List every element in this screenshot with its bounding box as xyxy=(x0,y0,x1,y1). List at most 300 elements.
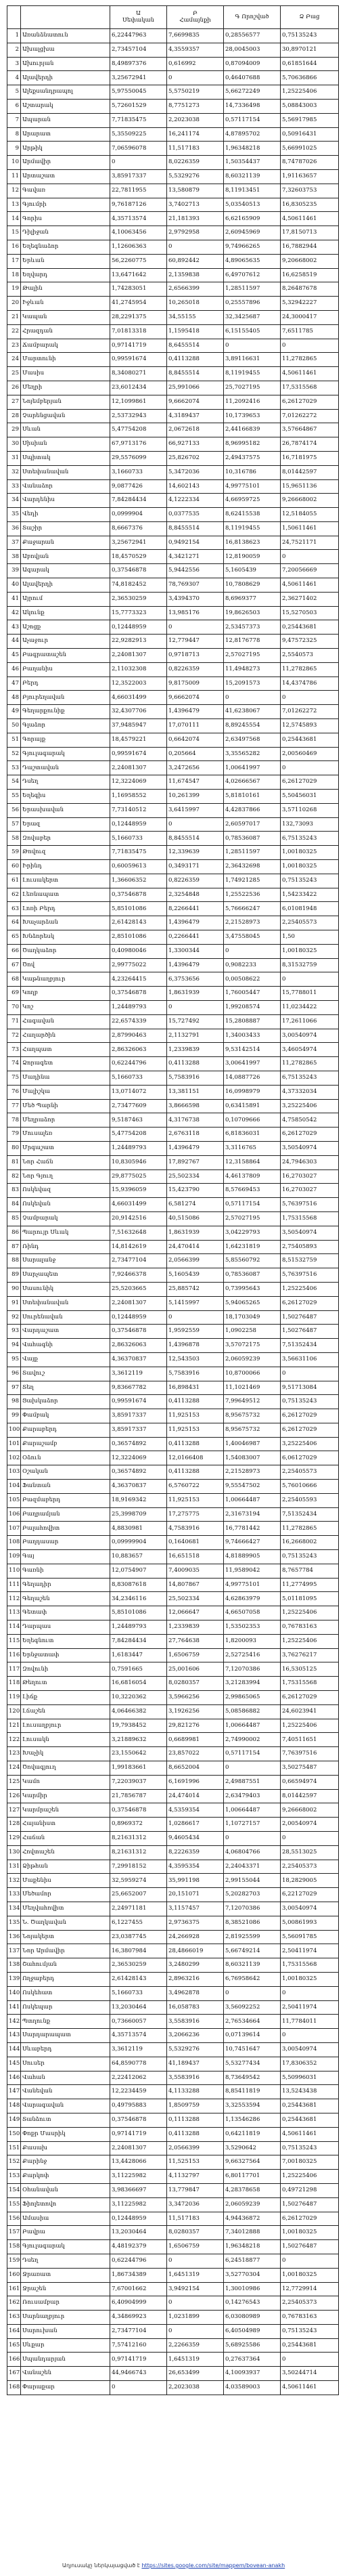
row-number: 12 xyxy=(7,184,21,198)
row-value: 6,26127029 xyxy=(281,1296,339,1310)
row-number: 152 xyxy=(7,2155,21,2170)
row-value: 0,66594974 xyxy=(281,1775,339,1789)
row-value: 6,26127029 xyxy=(281,2212,339,2226)
table-row xyxy=(7,2367,339,2381)
row-value: 0,62244796 xyxy=(110,2254,167,2268)
row-number: 31 xyxy=(7,451,21,465)
row-name: Խաչիկ xyxy=(21,1747,110,1761)
row-value: 2,24081307 xyxy=(110,649,167,663)
row-number: 168 xyxy=(7,2381,21,2395)
row-value: 4,75850542 xyxy=(281,1113,339,1128)
header-cell: Բ Համայնքի xyxy=(167,6,224,29)
row-number: 20 xyxy=(7,297,21,311)
row-name: Մեծամոր xyxy=(21,1888,110,1902)
row-name: Երևան xyxy=(21,254,110,268)
row-value: 3,6415997 xyxy=(167,803,224,817)
table-row xyxy=(7,1000,339,1014)
row-number: 52 xyxy=(7,747,21,761)
row-name: Իջևան xyxy=(21,297,110,311)
row-value: 0,1640681 xyxy=(167,1536,224,1550)
row-name: Հրազդան xyxy=(21,324,110,339)
row-value: 12,1099861 xyxy=(110,395,167,409)
row-number: 128 xyxy=(7,1818,21,1832)
row-name: Մասիս xyxy=(21,367,110,381)
row-number: 144 xyxy=(7,2042,21,2057)
row-name: Նոր Հաճն xyxy=(21,1155,110,1169)
row-value: 5,85101086 xyxy=(110,1606,167,1620)
row-name: Չամբարակ xyxy=(21,1211,110,1226)
table-row xyxy=(7,550,339,564)
row-value: 4,06804766 xyxy=(224,1845,281,1860)
row-value: 0,75135243 xyxy=(281,1550,339,1564)
table-row xyxy=(7,184,339,198)
row-name: Բազմաբերդ xyxy=(21,1493,110,1507)
row-value: 0,62244796 xyxy=(110,1057,167,1071)
row-name: Ճամբարակ xyxy=(21,339,110,353)
row-number: 39 xyxy=(7,564,21,578)
row-number: 70 xyxy=(7,1000,21,1014)
table-row xyxy=(7,1014,339,1029)
table-row xyxy=(7,2226,339,2240)
row-value: 11,525153 xyxy=(167,2155,224,2170)
row-value: 30,8970121 xyxy=(281,43,339,57)
row-value: 0,57117154 xyxy=(224,1747,281,1761)
row-name: Առանձնատուն xyxy=(21,29,110,43)
row-value: 0 xyxy=(167,2254,224,2268)
row-value: 15,727492 xyxy=(167,1014,224,1029)
row-value: 6,1227455 xyxy=(110,1916,167,1930)
row-name: Եղեգիս xyxy=(21,790,110,804)
row-name: Հագավան xyxy=(21,1014,110,1029)
table-row xyxy=(7,339,339,353)
row-name: Կապան xyxy=(21,310,110,324)
table-row xyxy=(7,817,339,832)
row-value: 2,06059239 xyxy=(224,2197,281,2212)
table-row xyxy=(7,1141,339,1155)
row-value: 1,25225406 xyxy=(281,1282,339,1296)
row-value: 5,00861993 xyxy=(281,1916,339,1930)
table-row xyxy=(7,71,339,85)
table-row xyxy=(7,1733,339,1747)
row-value: 3,89116631 xyxy=(224,353,281,367)
row-value: 6,76958642 xyxy=(224,1972,281,1986)
table-row xyxy=(7,29,339,43)
row-number: 49 xyxy=(7,705,21,719)
row-value: 5,7583916 xyxy=(167,1071,224,1085)
row-value: 1,13546286 xyxy=(224,2113,281,2127)
table-row xyxy=(7,1958,339,1973)
row-value: 2,52725416 xyxy=(224,1648,281,1662)
row-value: 2,25405573 xyxy=(281,1465,339,1480)
row-value: 2,86326063 xyxy=(110,1339,167,1353)
row-name: Հայանիստ xyxy=(21,1818,110,1832)
row-name: Գառնի xyxy=(21,1564,110,1578)
row-name: Պարույր Սևակ xyxy=(21,1226,110,1240)
table-row xyxy=(7,1507,339,1522)
row-value: 11,2774995 xyxy=(281,1578,339,1592)
row-value: 8,21631312 xyxy=(110,1832,167,1846)
row-value: 0,75135243 xyxy=(281,874,339,888)
row-value: 0,46407688 xyxy=(224,71,281,85)
row-value: 8,89245554 xyxy=(224,719,281,733)
table-row xyxy=(7,508,339,522)
row-name: Սարչապետ xyxy=(21,1268,110,1283)
row-value: 0,3493171 xyxy=(167,860,224,874)
row-value: 18,2829005 xyxy=(281,1874,339,1888)
row-value: 3,57110268 xyxy=(281,803,339,817)
row-value: 5,53277434 xyxy=(224,2057,281,2071)
row-value: 2,00560469 xyxy=(281,747,339,761)
row-value: 4,48192379 xyxy=(110,2240,167,2254)
row-value: 3,76276217 xyxy=(281,1648,339,1662)
row-name: Սասունիկ xyxy=(21,1282,110,1296)
row-value: 8,01442597 xyxy=(281,1789,339,1803)
row-number: 91 xyxy=(7,1296,21,1310)
row-name: Ոսկեհատ xyxy=(21,1986,110,2000)
row-number: 62 xyxy=(7,888,21,902)
row-value: 22,7811955 xyxy=(110,184,167,198)
row-value: 3,1926256 xyxy=(167,1704,224,1719)
row-value: 3,9492154 xyxy=(167,2282,224,2296)
row-value: 0,25443681 xyxy=(281,2099,339,2113)
row-name: Սպիտակ xyxy=(21,451,110,465)
row-value: 6,1691996 xyxy=(167,1775,224,1789)
row-value: 23,0387745 xyxy=(110,1930,167,1944)
header-cell: Ձ Բաց xyxy=(281,6,339,29)
row-value: 0,25443681 xyxy=(281,733,339,747)
row-value: 2,6566399 xyxy=(167,282,224,297)
row-value: 18,4570529 xyxy=(110,550,167,564)
row-value: 2,74990002 xyxy=(224,1733,281,1747)
table-row xyxy=(7,662,339,677)
row-value: 0 xyxy=(281,2029,339,2043)
row-name: Երասխավան xyxy=(21,803,110,817)
row-value: 0,99591674 xyxy=(110,1395,167,1409)
row-value: 5,66749214 xyxy=(224,1944,281,1958)
row-name: Լոռի Բերդ xyxy=(21,902,110,916)
row-value: 2,31673194 xyxy=(224,1507,281,1522)
row-value: 7,73140512 xyxy=(110,803,167,817)
row-number: 11 xyxy=(7,169,21,184)
row-value: 4,66507058 xyxy=(224,1606,281,1620)
table-row xyxy=(7,1719,339,1733)
row-number: 141 xyxy=(7,2000,21,2015)
table-row xyxy=(7,2183,339,2197)
row-value: 13,2030464 xyxy=(110,2226,167,2240)
row-value: 7,51632648 xyxy=(110,1226,167,1240)
row-value: 4,3595354 xyxy=(167,1860,224,1874)
row-value: 1,24489793 xyxy=(110,1000,167,1014)
table-row xyxy=(7,944,339,958)
row-value: 2,49437575 xyxy=(224,451,281,465)
row-value: 11,2782865 xyxy=(281,1057,339,1071)
row-value: 8,2266441 xyxy=(167,902,224,916)
row-name: Վանեվան xyxy=(21,2085,110,2099)
row-number: 117 xyxy=(7,1662,21,1677)
row-value: 0,37546878 xyxy=(110,1325,167,1339)
row-value: 4,50611461 xyxy=(281,212,339,226)
row-number: 37 xyxy=(7,536,21,550)
row-value: 9,8175009 xyxy=(167,677,224,691)
row-value: 15,5270503 xyxy=(281,606,339,620)
row-value: 0,4113288 xyxy=(167,1395,224,1409)
row-value: 16,6258519 xyxy=(281,268,339,282)
table-row xyxy=(7,620,339,635)
row-value: 0 xyxy=(224,944,281,958)
table-row xyxy=(7,761,339,775)
row-value: 1,1595418 xyxy=(167,324,224,339)
table-row xyxy=(7,902,339,916)
row-value: 15,9396059 xyxy=(110,1184,167,1198)
row-number: 3 xyxy=(7,57,21,71)
row-number: 67 xyxy=(7,958,21,972)
row-number: 113 xyxy=(7,1606,21,1620)
row-value: 1,12606363 xyxy=(110,240,167,254)
row-value: 25,5203665 xyxy=(110,1282,167,1296)
table-row xyxy=(7,1057,339,1071)
row-value: 0 xyxy=(167,240,224,254)
row-value: 0,57117154 xyxy=(224,113,281,127)
row-value: 1,00180325 xyxy=(281,2268,339,2282)
row-value: 41,6238067 xyxy=(224,705,281,719)
row-number: 151 xyxy=(7,2141,21,2155)
row-value: 35,991198 xyxy=(167,1874,224,1888)
row-value: 0 xyxy=(167,2324,224,2338)
row-value: 3,25225406 xyxy=(281,1099,339,1113)
row-value: 0 xyxy=(167,817,224,832)
row-name: Գորիս xyxy=(21,212,110,226)
row-value: 9,83667782 xyxy=(110,1381,167,1395)
row-number: 142 xyxy=(7,2015,21,2029)
row-value: 13,381151 xyxy=(167,1085,224,1099)
row-value: 64,8590778 xyxy=(110,2057,167,2071)
table-row xyxy=(7,2381,339,2395)
row-value: 4,03589003 xyxy=(224,2381,281,2395)
table-row xyxy=(7,1691,339,1705)
row-value: 5,20282703 xyxy=(224,1888,281,1902)
row-value: 5,3472036 xyxy=(167,465,224,479)
row-value: 1,74921285 xyxy=(224,874,281,888)
row-name: Թովուզ xyxy=(21,846,110,860)
row-name: Տեղ xyxy=(21,1381,110,1395)
row-name: Երազ xyxy=(21,817,110,832)
row-value: 1,00180325 xyxy=(281,860,339,874)
row-value: 0,49795883 xyxy=(110,2099,167,2113)
row-number: 165 xyxy=(7,2338,21,2353)
row-value: 2,63497568 xyxy=(224,733,281,747)
table-row xyxy=(7,2311,339,2325)
row-value: 0,64211819 xyxy=(224,2127,281,2141)
row-value: 2,24081307 xyxy=(110,2141,167,2155)
row-value: 9,5187463 xyxy=(110,1113,167,1128)
row-value: 9,20668002 xyxy=(281,254,339,268)
table-row xyxy=(7,803,339,817)
row-value: 7,34012888 xyxy=(224,2226,281,2240)
row-number: 164 xyxy=(7,2324,21,2338)
table-row xyxy=(7,437,339,452)
row-value: 29,821276 xyxy=(167,1719,224,1733)
row-value: 4,89065635 xyxy=(224,254,281,268)
row-value: 13,6471642 xyxy=(110,268,167,282)
row-value: 5,66991025 xyxy=(281,142,339,156)
row-number: 43 xyxy=(7,620,21,635)
row-name: Քարաբերդ xyxy=(21,1423,110,1437)
table-row xyxy=(7,2212,339,2226)
row-value: 0,87094009 xyxy=(224,57,281,71)
table-row xyxy=(7,733,339,747)
table-row xyxy=(7,930,339,945)
row-value: 0,78536087 xyxy=(224,832,281,846)
row-value: 8,95675732 xyxy=(224,1409,281,1423)
row-value: 10,3220362 xyxy=(110,1691,167,1705)
row-name: Մեղրի xyxy=(21,381,110,395)
row-name: Վարագավան xyxy=(21,2099,110,2113)
row-value: 23,857022 xyxy=(167,1747,224,1761)
row-name: Հաղպատ xyxy=(21,1043,110,1057)
header-cell xyxy=(21,6,110,29)
row-name: Աբովյան xyxy=(21,550,110,564)
row-name: Օշական xyxy=(21,1465,110,1480)
row-value: 2,24043371 xyxy=(224,1860,281,1874)
row-value: 8,7657784 xyxy=(281,1564,339,1578)
row-value: 0 xyxy=(110,2381,167,2395)
row-value: 7,92466378 xyxy=(110,1268,167,1283)
row-value: 4,34869923 xyxy=(110,2311,167,2325)
row-value: 2,24971181 xyxy=(110,1902,167,1916)
row-number: 105 xyxy=(7,1493,21,1507)
row-value: 0 xyxy=(281,1832,339,1846)
table-row xyxy=(7,1071,339,1085)
row-name: Սարուխան xyxy=(21,2324,110,2338)
row-number: 66 xyxy=(7,944,21,958)
row-value: 0,97141719 xyxy=(110,339,167,353)
row-value: 3,25672941 xyxy=(110,71,167,85)
row-number: 63 xyxy=(7,902,21,916)
row-name: Գեղարքունիք xyxy=(21,705,110,719)
row-value: 1,6183447 xyxy=(110,1648,167,1662)
row-value: 32,4307706 xyxy=(110,705,167,719)
row-value: 25,826702 xyxy=(167,451,224,465)
row-number: 41 xyxy=(7,592,21,606)
row-value: 1,91163657 xyxy=(281,169,339,184)
row-value: 2,75405893 xyxy=(281,1240,339,1254)
row-name: Սևաբերդ xyxy=(21,2042,110,2057)
row-value: 3,2472656 xyxy=(167,761,224,775)
row-value: 3,50540974 xyxy=(281,1226,339,1240)
row-value: 0 xyxy=(167,1310,224,1325)
row-name: Գեղաշեն xyxy=(21,1592,110,1606)
row-name: Հաճան xyxy=(21,1832,110,1846)
table-row xyxy=(7,592,339,606)
row-value: 4,50611461 xyxy=(281,367,339,381)
row-number: 22 xyxy=(7,324,21,339)
row-number: 96 xyxy=(7,1367,21,1381)
row-number: 65 xyxy=(7,930,21,945)
row-value: 0,37546878 xyxy=(110,888,167,902)
row-value: 5,72601529 xyxy=(110,99,167,113)
row-value: 12,3522003 xyxy=(110,677,167,691)
row-value: 8,38521086 xyxy=(224,1916,281,1930)
row-value: 5,66272249 xyxy=(224,85,281,100)
row-value: 17,275775 xyxy=(167,1507,224,1522)
row-number: 102 xyxy=(7,1451,21,1465)
row-number: 97 xyxy=(7,1381,21,1395)
row-number: 30 xyxy=(7,437,21,452)
row-value: 1,16958552 xyxy=(110,790,167,804)
row-value: 5,50996031 xyxy=(281,2071,339,2085)
row-name: Գետափ xyxy=(21,1606,110,1620)
table-row xyxy=(7,1972,339,1986)
row-value: 2,1132791 xyxy=(167,1029,224,1043)
row-value: 4,37332034 xyxy=(281,1085,339,1099)
row-value: 18,4579221 xyxy=(110,733,167,747)
row-number: 154 xyxy=(7,2183,21,2197)
row-name: Գայ xyxy=(21,1550,110,1564)
table-row xyxy=(7,1662,339,1677)
row-value: 0,2266441 xyxy=(167,930,224,945)
row-value: 8,01442597 xyxy=(281,465,339,479)
row-value: 0,57117154 xyxy=(224,1198,281,1212)
row-number: 79 xyxy=(7,1128,21,1142)
footer-link[interactable]: https://sites.google.com/site/mappem/bovean-anakh xyxy=(141,2562,285,2569)
row-value: 8,51532759 xyxy=(281,1254,339,1268)
row-value: 2,3254848 xyxy=(167,888,224,902)
row-value: 2,25405573 xyxy=(281,916,339,930)
row-value: 1,96348218 xyxy=(224,142,281,156)
row-number: 109 xyxy=(7,1550,21,1564)
row-value: 3,52770304 xyxy=(224,2268,281,2282)
row-value: 2,44166839 xyxy=(224,423,281,437)
row-number: 26 xyxy=(7,381,21,395)
row-value: 0,75135243 xyxy=(281,2141,339,2155)
row-value: 22,6574339 xyxy=(110,1014,167,1029)
row-value: 3,57664867 xyxy=(281,423,339,437)
row-value: 1,76005447 xyxy=(224,987,281,1001)
row-value: 5,47754208 xyxy=(110,423,167,437)
row-name: Վանաձոր xyxy=(21,479,110,494)
row-value: 0,4113288 xyxy=(167,2127,224,2141)
row-name: Ռինդ xyxy=(21,1240,110,1254)
row-value: 28,5513025 xyxy=(281,1845,339,1860)
row-number: 122 xyxy=(7,1733,21,1747)
row-value: 0 xyxy=(281,972,339,987)
table-row xyxy=(7,1029,339,1043)
row-name: Ն. Ծաղկավան xyxy=(21,1916,110,1930)
table-row xyxy=(7,1522,339,1536)
row-value: 2,57027195 xyxy=(224,649,281,663)
row-value: 2,86326063 xyxy=(110,1043,167,1057)
row-name: Խաչարձան xyxy=(21,916,110,930)
row-value: 7,00180325 xyxy=(281,2155,339,2170)
row-value: 16,6816054 xyxy=(110,1677,167,1691)
row-value: 3,11225982 xyxy=(110,2170,167,2184)
row-value: 7,32603753 xyxy=(281,184,339,198)
table-row xyxy=(7,719,339,733)
row-value: 0,4113288 xyxy=(167,353,224,367)
row-value: 8,49897376 xyxy=(110,57,167,71)
row-value: 1,75315568 xyxy=(281,1211,339,1226)
row-value: 6,26127029 xyxy=(281,775,339,790)
row-name: Նոյեմբերյան xyxy=(21,395,110,409)
row-value: 0,8226359 xyxy=(167,874,224,888)
row-value: 2,0566399 xyxy=(167,1254,224,1268)
row-value: 24,3000417 xyxy=(281,310,339,324)
row-name: Ռուսամբար xyxy=(21,2296,110,2311)
table-row xyxy=(7,43,339,57)
row-value: 11,2782865 xyxy=(281,662,339,677)
table-row xyxy=(7,1944,339,1958)
table-row xyxy=(7,2141,339,2155)
